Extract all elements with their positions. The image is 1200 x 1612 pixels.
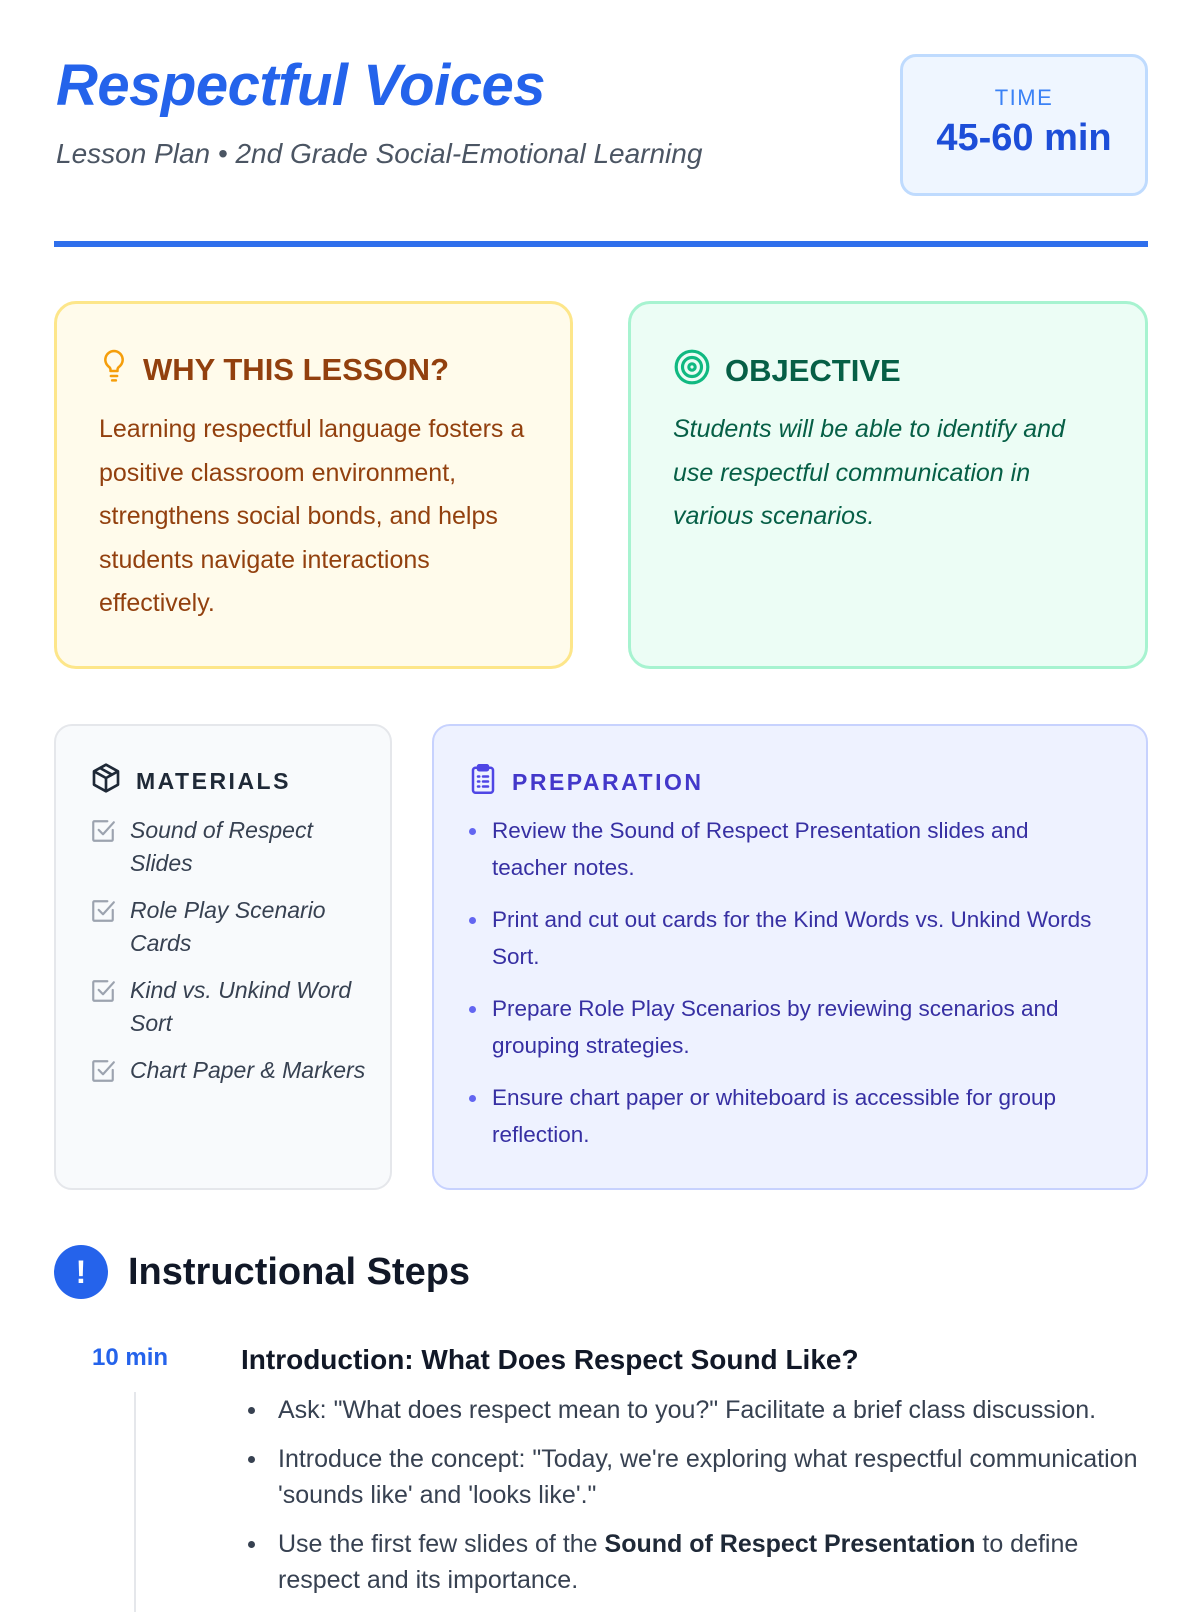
lesson-plan-page <box>54 0 1148 1594</box>
list-item <box>244 1526 1148 1599</box>
step-duration: 10 min <box>92 1344 169 1371</box>
list-item <box>90 1054 380 1089</box>
preparation-text: Review the Sound of Respect Presentation slides and teacher notes. <box>492 818 1029 880</box>
preparation-list <box>468 812 1108 1168</box>
step-activity-list <box>244 1392 1148 1611</box>
preparation-text: Ensure chart paper or whiteboard is accessible for group reflection. <box>492 1085 1057 1147</box>
list-item <box>244 1392 1148 1429</box>
alert-circle-icon: ! <box>54 1245 108 1299</box>
lightbulb-icon <box>99 348 129 392</box>
list-item <box>90 894 380 960</box>
clipboard-list-icon <box>468 762 498 802</box>
bullet <box>469 917 476 924</box>
checkbox-checked-icon <box>90 818 116 880</box>
bullet <box>469 1095 476 1102</box>
bullet <box>469 828 476 835</box>
material-label: Chart Paper & Markers <box>130 1057 366 1083</box>
target-icon <box>673 348 711 394</box>
material-label: Sound of Respect Slides <box>130 817 313 876</box>
bullet <box>248 1456 255 1463</box>
materials-heading: MATERIALS <box>136 767 291 794</box>
preparation-heading: PREPARATION <box>512 768 704 795</box>
material-label: Role Play Scenario Cards <box>130 897 326 956</box>
step-text-bold: Sound of Respect Presentation <box>604 1529 976 1558</box>
bullet <box>248 1541 255 1548</box>
list-item <box>90 814 380 880</box>
list-item <box>468 1079 1108 1153</box>
page-subtitle: Lesson Plan • 2nd Grade Social-Emotional Learning <box>56 138 703 169</box>
header-divider <box>54 241 1148 247</box>
checkbox-checked-icon <box>90 1058 116 1089</box>
materials-heading-row <box>90 762 291 800</box>
instructional-steps-heading: Instructional Steps <box>128 1250 471 1293</box>
step-title: Introduction: What Does Respect Sound Like? <box>241 1344 859 1375</box>
bullet <box>248 1407 255 1414</box>
objective-text: Students will be able to identify and use respectful communication in various scenarios. <box>673 415 1065 530</box>
why-text: Learning respectful language fosters a positive classroom environment, strengthens social bonds, and helps students navigate interactions effectively. <box>99 415 525 617</box>
list-item <box>90 974 380 1040</box>
time-value: 45-60 min <box>936 117 1112 159</box>
why-this-lesson-card <box>54 301 573 669</box>
time-badge <box>900 54 1148 196</box>
preparation-text: Prepare Role Play Scenarios by reviewing scenarios and grouping strategies. <box>492 996 1059 1058</box>
preparation-text: Print and cut out cards for the Kind Words vs. Unkind Words Sort. <box>492 907 1092 969</box>
preparation-heading-row <box>468 762 704 802</box>
checkbox-checked-icon <box>90 898 116 960</box>
objective-heading: OBJECTIVE <box>725 353 901 388</box>
package-icon <box>90 762 122 800</box>
list-item <box>244 1441 1148 1514</box>
materials-list <box>90 814 380 1103</box>
checkbox-checked-icon <box>90 978 116 1040</box>
material-label: Kind vs. Unkind Word Sort <box>130 977 352 1036</box>
list-item <box>468 812 1108 886</box>
instructional-steps-heading-row <box>54 1245 470 1299</box>
objective-heading-row <box>673 348 901 394</box>
why-heading-row <box>99 348 449 392</box>
why-heading: WHY THIS LESSON? <box>143 352 450 387</box>
step-text-after: to define respect and its importance. <box>278 1529 1079 1594</box>
objective-card <box>628 301 1148 669</box>
header <box>54 0 1148 247</box>
preparation-card <box>432 724 1148 1190</box>
timeline-line <box>134 1392 136 1612</box>
bullet <box>469 1006 476 1013</box>
materials-card <box>54 724 392 1190</box>
page-title: Respectful Voices <box>56 53 545 118</box>
step-text: Ask: "What does respect mean to you?" Facilitate a brief class discussion. <box>278 1396 1097 1424</box>
list-item <box>468 990 1108 1064</box>
step-text: Introduce the concept: "Today, we're exploring what respectful communication 'sounds like' and 'looks like'." <box>278 1444 1138 1509</box>
time-label: TIME <box>994 85 1054 110</box>
step-text-before: Use the first few slides of the <box>278 1529 605 1558</box>
list-item <box>468 901 1108 975</box>
